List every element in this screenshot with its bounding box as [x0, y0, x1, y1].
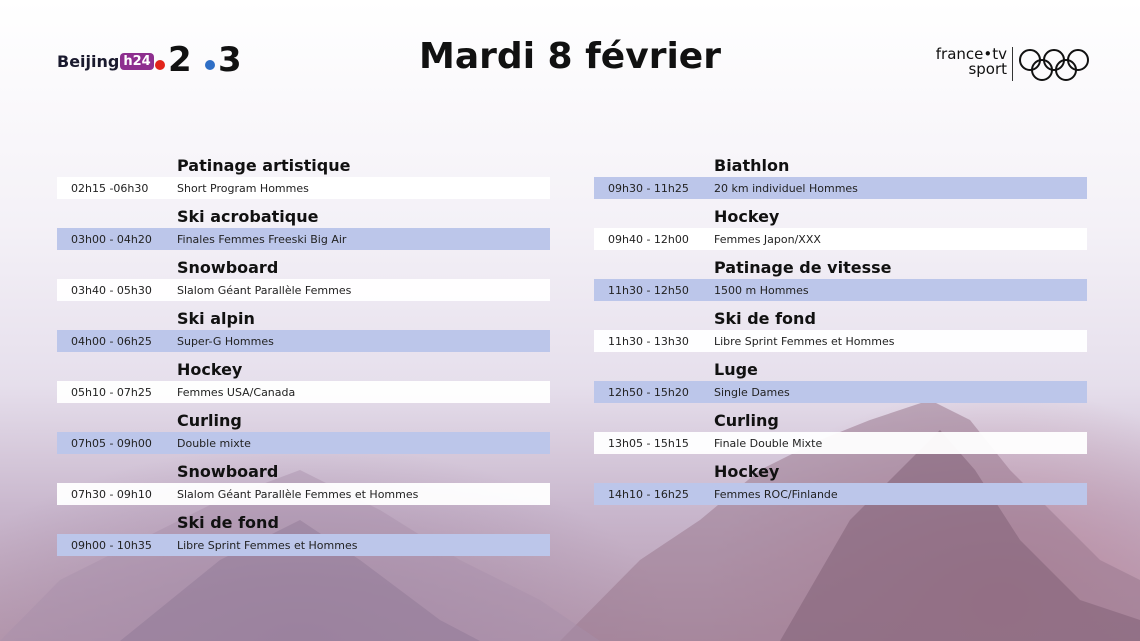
schedule-entry [594, 407, 1087, 458]
schedule-row [594, 381, 1087, 403]
schedule-row [57, 177, 550, 199]
event-name: Libre Sprint Femmes et Hommes [714, 334, 895, 348]
event-name: 1500 m Hommes [714, 283, 809, 297]
schedule-row [57, 381, 550, 403]
schedule-entry [57, 305, 550, 356]
schedule-entry [57, 458, 550, 509]
event-time: 02h15 -06h30 [71, 181, 149, 195]
sport-name: Ski alpin [177, 309, 255, 328]
schedule-entry [57, 254, 550, 305]
schedule-right-column [594, 152, 1087, 509]
event-name: Single Dames [714, 385, 790, 399]
france2-number: 2 [168, 40, 192, 80]
francetv-logo-line1: france•tv [935, 45, 1007, 63]
event-time: 12h50 - 15h20 [608, 385, 689, 399]
sport-name: Hockey [714, 207, 780, 226]
sport-name: Snowboard [177, 462, 279, 481]
schedule-row [57, 483, 550, 505]
event-time: 09h40 - 12h00 [608, 232, 689, 246]
event-name: Femmes Japon/XXX [714, 232, 821, 246]
sport-name: Ski acrobatique [177, 207, 319, 226]
event-name: Femmes USA/Canada [177, 385, 296, 399]
event-name: Finale Double Mixte [714, 436, 823, 450]
event-time: 13h05 - 15h15 [608, 436, 689, 450]
schedule-entry [57, 152, 550, 203]
event-name: 20 km individuel Hommes [714, 181, 858, 195]
sport-name: Patinage artistique [177, 156, 351, 175]
sport-name: Biathlon [714, 156, 790, 175]
event-time: 11h30 - 12h50 [608, 283, 689, 297]
beijing-logo-text: Beijing [57, 51, 120, 71]
olympic-rings-icon [1017, 48, 1091, 82]
event-time: 07h05 - 09h00 [71, 436, 152, 450]
schedule-entry [57, 509, 550, 560]
sport-name: Hockey [714, 462, 780, 481]
schedule-entry [594, 305, 1087, 356]
sport-name: Hockey [177, 360, 243, 379]
event-time: 11h30 - 13h30 [608, 334, 689, 348]
event-name: Double mixte [177, 436, 251, 450]
schedule-row [57, 279, 550, 301]
schedule-row [57, 228, 550, 250]
event-time: 03h40 - 05h30 [71, 283, 152, 297]
schedule-entry [57, 356, 550, 407]
sport-name: Patinage de vitesse [714, 258, 892, 277]
sport-name: Curling [177, 411, 242, 430]
event-name: Finales Femmes Freeski Big Air [177, 232, 347, 246]
event-name: Super-G Hommes [177, 334, 274, 348]
schedule-row [57, 330, 550, 352]
event-time: 09h00 - 10h35 [71, 538, 152, 552]
event-time: 09h30 - 11h25 [608, 181, 689, 195]
event-time: 14h10 - 16h25 [608, 487, 689, 501]
schedule-entry [57, 203, 550, 254]
sport-name: Ski de fond [177, 513, 279, 532]
schedule-row [594, 279, 1087, 301]
schedule-row [594, 177, 1087, 199]
schedule-row [594, 483, 1087, 505]
schedule-entry [594, 356, 1087, 407]
schedule-row [594, 432, 1087, 454]
sport-name: Ski de fond [714, 309, 816, 328]
schedule-entry [594, 458, 1087, 509]
francetv-logo-line2: sport [968, 60, 1007, 78]
schedule-row [57, 534, 550, 556]
schedule-row [57, 432, 550, 454]
event-name: Slalom Géant Parallèle Femmes [177, 283, 352, 297]
event-name: Short Program Hommes [177, 181, 309, 195]
page-title: Mardi 8 février [419, 36, 721, 77]
sport-name: Luge [714, 360, 758, 379]
schedule-entry [57, 407, 550, 458]
event-name: Libre Sprint Femmes et Hommes [177, 538, 358, 552]
event-time: 05h10 - 07h25 [71, 385, 152, 399]
sport-name: Curling [714, 411, 779, 430]
schedule-entry [594, 203, 1087, 254]
schedule-entry [594, 152, 1087, 203]
beijing-h24-badge: h24 [120, 53, 153, 70]
logo-divider [1012, 47, 1013, 81]
schedule-left-column [57, 152, 550, 560]
event-time: 04h00 - 06h25 [71, 334, 152, 348]
schedule-row [594, 330, 1087, 352]
event-name: Femmes ROC/Finlande [714, 487, 838, 501]
schedule-entry [594, 254, 1087, 305]
france3-number: 3 [218, 40, 242, 80]
schedule-row [594, 228, 1087, 250]
event-time: 03h00 - 04h20 [71, 232, 152, 246]
sport-name: Snowboard [177, 258, 279, 277]
event-name: Slalom Géant Parallèle Femmes et Hommes [177, 487, 419, 501]
event-time: 07h30 - 09h10 [71, 487, 152, 501]
francetv-sport-logo [935, 47, 1007, 77]
